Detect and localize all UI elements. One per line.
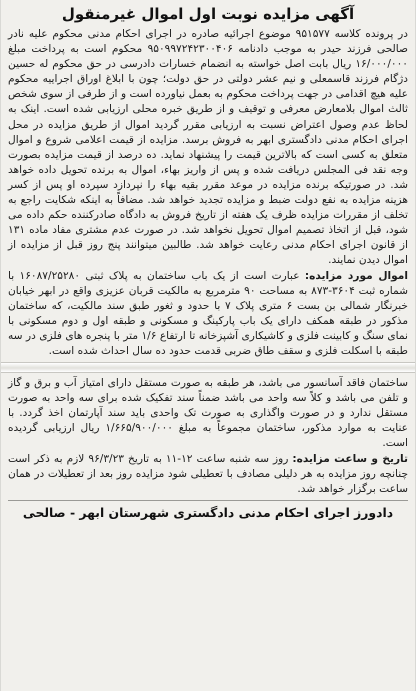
notice-title: آگهی مزایده نوبت اول اموال غیرمنقول [61, 5, 355, 23]
signature-line: دادورز اجرای احکام مدنی دادگستری شهرستان ابهر - صالحی [8, 500, 408, 521]
schedule-label: تاریخ و ساعت مزایده: [292, 452, 409, 465]
notice-body: در پرونده کلاسه ۹۵۱۵۷۷ موضوع اجرائیه صادره در اجرای احکام مدنی محکوم علیه نادر صالحی فرزند حیدر به موجب دادنامه ۹۵۰۹۹۷۲۴۲۳۰۰۴۰۶ محکوم است به پرداخت مبلغ ۱۶/۰۰۰/۰۰۰ ریال بابت اصل خواسته به انضمام خسارات دادرسی در حق محکوم له حسین دژگام فرزند قاسمعلی و نیم عشر دولتی در حق دولت؛ چون با ابلاغ اوراق اجراییه محکوم علیه هیچ اقدامی در جهت پرداخت محکوم به بعمل نیاورده است و از طرفی از سوی شخص ثالث اموال بلامعارض معرفی و توقیف و از طریق خبره محلی ارزیابی شده است. اینک به لحاظ عدم وصول اعتراض نسبت به ارزیابی مقرر گردید اموال از طریق مزایده در محل اجرای احکام مدنی دادگستری ابهر به فروش برسد. مزایده از قیمت اعلامی شروع و اموال متعلق به کسی است که بالاترین قیمت را پیشنهاد نماید. ده درصد از قیمت مزایده بصورت وجه نقد فی المجلس دریافت شده و پس از واریز بهاء، اموال به برنده تحویل داده خواهد شد. در صورتیکه برنده مزایده در موعد مقرر بقیه بهاء را نپردازد سپرده او پس از کسر هزینه مزایده به نفع دولت ضبط و مزایده تجدید خواهد شد. مضافاً به اینکه شکایت راجع به تخلف از مقررات مزایده ظرف یک هفته از تاریخ فروش به دادگاه صادرکننده حکم داده می شود، قبل از اتخاذ تصمیم اموال تحویل نخواهد شد. در صورت عدم مشتری مفاد ماده ۱۳۱ از قانون اجرای احکام مدنی رعایت خواهد شد. طالبین میتوانند پنج روز قبل از مزایده از اموال دیدن نمایند. [8, 28, 409, 267]
schedule-section [8, 452, 408, 497]
paper-fold-divider [1, 362, 415, 373]
property-section [8, 269, 408, 360]
property-label: اموال مورد مزایده: [304, 269, 408, 282]
property-continued: ساختمان فاقد آسانسور می باشد، هر طبقه به صورت مستقل دارای امتیاز آب و برق و گاز و تلفن می باشد و کلاً سه واحد می باشد ضمناً سند تفکیک شده برای سه واحد به صورت مستقل ندارد و در صورت واگذاری به صورت تک واحدی باید سند آپارتمان اخذ گردد. با عنایت به موارد مذکور، ساختمان مجموعاً به مبلغ ۱/۶۶۵/۹۰۰/۰۰۰ ریال ارزیابی گردیده است. [8, 377, 408, 450]
schedule-text: روز سه شنبه ساعت ۱۲-۱۱ به تاریخ ۹۶/۳/۲۳ لازم به ذکر است چنانچه روز مزایده به هر دلیلی مصادف با تعطیلی شود مزایده روز بعد از تعطیلات در همان ساعت برگزار خواهد شد. [8, 452, 408, 495]
property-text: عبارت است از یک باب ساختمان به پلاک ثبتی ۱۶۰۸۷/۲۵۲۸۰ با شماره ثبت ۳۶۰۴-۸۷۳ به مساحت ۹۰ مترمربع به مالکیت قربان عزیزی واقع در ابهر خیابان خبرنگار شمالی بن بست ۶ متری پلاک ۷ با حدود و ثغور طبق سند مالکیت، که ساختمان مذکور در طبقه همکف دارای یک باب پارکینگ و مسکونی و طبقه اول و دوم مسکونی با نمای سنگ و کابینت فلزی و کاشیکاری آشپزخانه تا ارتفاع ۱/۶ متر با پنجره های فلزی در سه طبقه با اسکلت فلزی و سقف طاق ضربی قدمت حدود ده سال احداث شده است. [8, 269, 408, 357]
